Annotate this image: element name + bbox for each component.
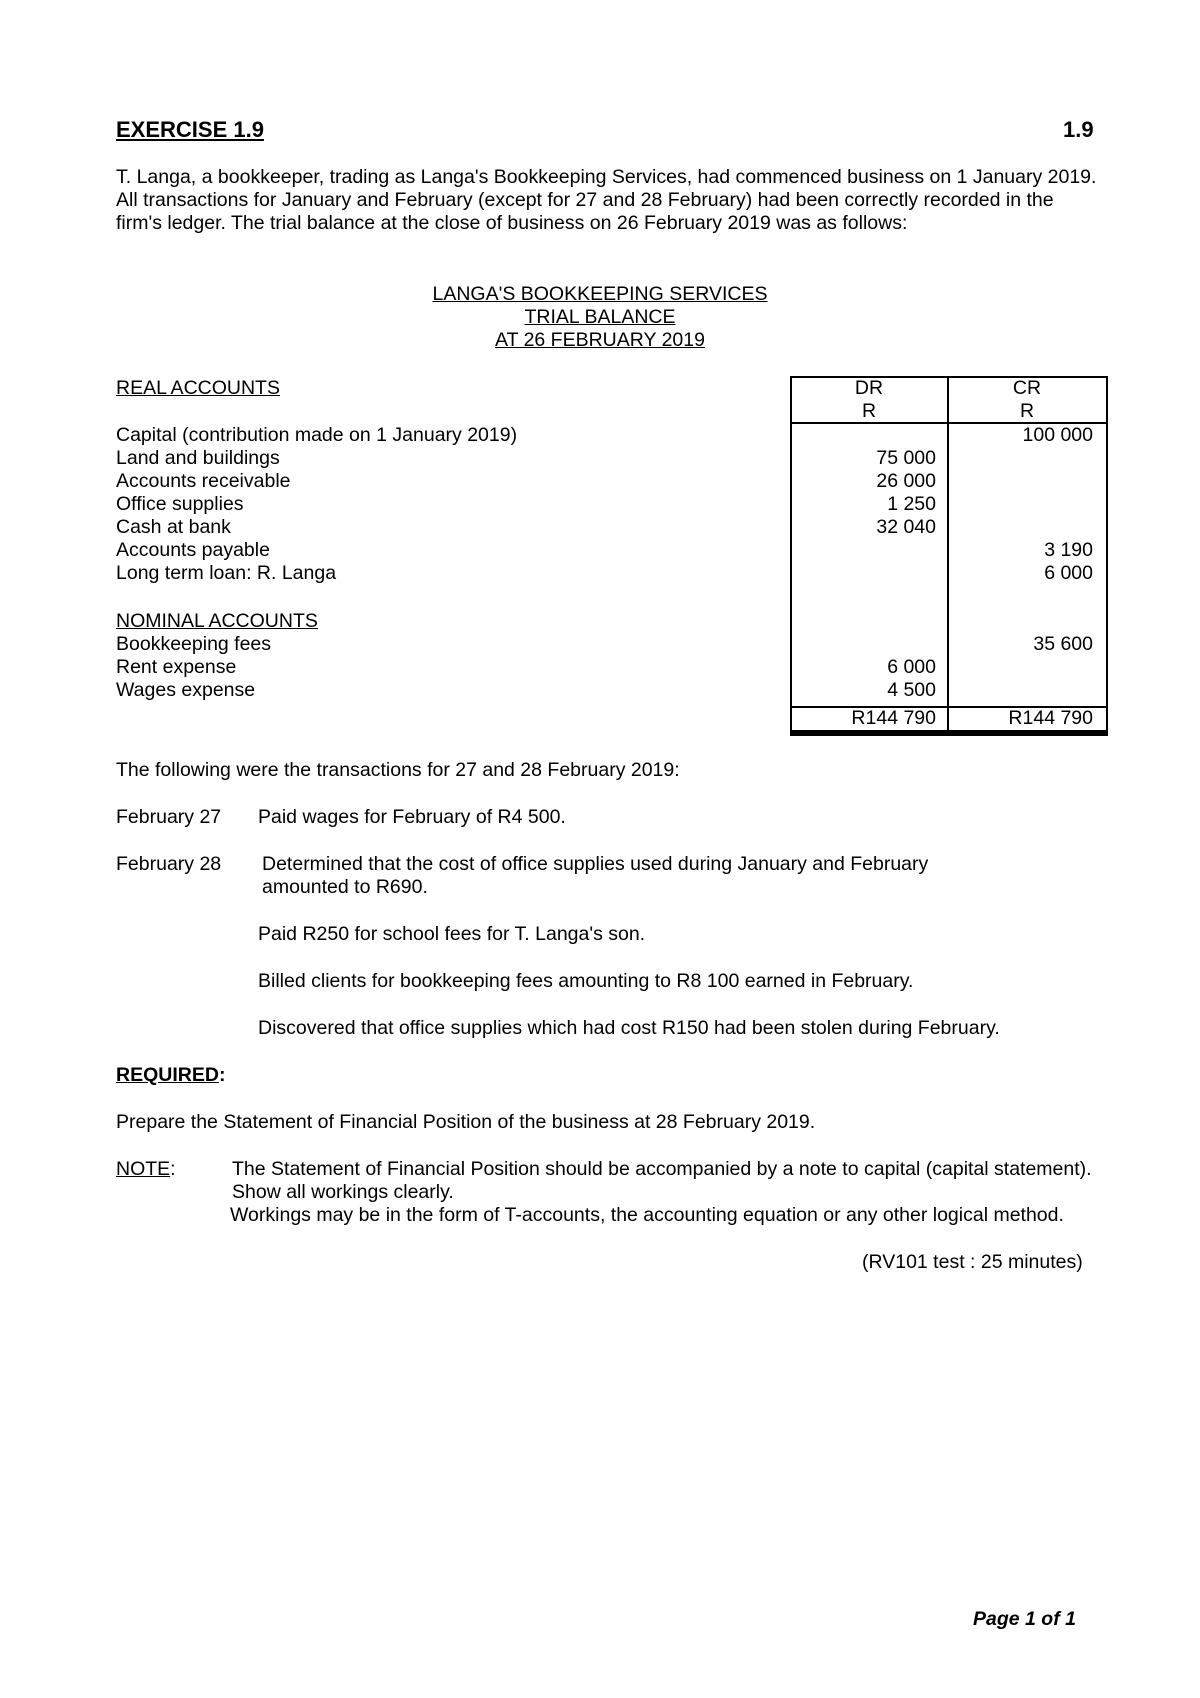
- tb-row-label: Wages expense: [116, 679, 256, 701]
- tb-unit-cr: R: [1019, 400, 1035, 422]
- tb-column-divider: [947, 376, 949, 736]
- transaction-date: February 28: [116, 853, 222, 875]
- required-heading-text: REQUIRED: [116, 1064, 219, 1086]
- required-colon: :: [218, 1064, 226, 1086]
- tb-col-dr: DR: [854, 377, 884, 399]
- transactions-intro: The following were the transactions for 27 and 28 February 2019:: [116, 759, 680, 781]
- tb-date: [0, 329, 1200, 352]
- transaction-text: Discovered that office supplies which had cost R150 had been stolen during February.: [258, 1017, 1000, 1039]
- transaction-text: Determined that the cost of office supplies used during January and February: [262, 853, 929, 875]
- tb-date-text: AT 26 FEBRUARY 2019: [495, 329, 705, 351]
- time-note: (RV101 test : 25 minutes): [862, 1251, 1083, 1273]
- required-text: Prepare the Statement of Financial Position of the business at 28 February 2019.: [116, 1111, 816, 1133]
- tb-total-cr: R144 790: [1008, 707, 1093, 729]
- note-label-text: NOTE: [116, 1158, 171, 1180]
- tb-title-text: TRIAL BALANCE: [524, 306, 676, 328]
- note-label: [116, 1158, 176, 1181]
- tb-row-cr: 3 190: [1044, 539, 1093, 561]
- real-accounts-heading: REAL ACCOUNTS: [116, 377, 280, 399]
- tb-title: [0, 306, 1200, 329]
- tb-row-dr: 32 040: [876, 516, 936, 538]
- note-line: The Statement of Financial Position should be accompanied by a note to capital (capital statement).: [232, 1158, 1092, 1180]
- transaction-text: amounted to R690.: [262, 876, 428, 898]
- tb-row-label: Land and buildings: [116, 447, 280, 469]
- note-line: Show all workings clearly.: [232, 1181, 454, 1203]
- tb-total-rule-bottom: [790, 730, 1106, 734]
- tb-row-label: Rent expense: [116, 656, 237, 678]
- nominal-accounts-heading: NOMINAL ACCOUNTS: [116, 610, 318, 632]
- tb-row-cr: 35 600: [1033, 633, 1093, 655]
- tb-row-label: Bookkeeping fees: [116, 633, 272, 655]
- tb-row-dr: 4 500: [887, 679, 936, 701]
- note-line: Workings may be in the form of T-accounts, the accounting equation or any other logical method.: [230, 1204, 1064, 1226]
- transaction-text: Paid R250 for school fees for T. Langa's son.: [258, 923, 646, 945]
- tb-row-dr: 75 000: [876, 447, 936, 469]
- tb-unit-dr: R: [861, 400, 877, 422]
- exercise-title: EXERCISE 1.9: [116, 117, 264, 142]
- tb-row-cr: 100 000: [1022, 424, 1093, 446]
- intro-paragraph: T. Langa, a bookkeeper, trading as Langa's Bookkeeping Services, had commenced business on 1 January 2019. All transactions for January and February (except for 27 and 28 February) had been correctly recorded in the firm's ledger. The trial balance at the close of business on 26 February 2019 was as follows:: [116, 166, 1097, 234]
- tb-row-dr: 26 000: [876, 470, 936, 492]
- tb-row-dr: 6 000: [887, 656, 936, 678]
- required-heading: [116, 1064, 225, 1087]
- tb-col-cr: CR: [1012, 377, 1042, 399]
- transaction-text: Billed clients for bookkeeping fees amounting to R8 100 earned in February.: [258, 970, 914, 992]
- tb-row-cr: 6 000: [1044, 562, 1093, 584]
- transaction-text: Paid wages for February of R4 500.: [258, 806, 566, 828]
- note-colon: :: [170, 1158, 176, 1180]
- tb-row-label: Long term loan: R. Langa: [116, 562, 337, 584]
- tb-row-label: Office supplies: [116, 493, 244, 515]
- tb-row-label: Accounts payable: [116, 539, 270, 561]
- tb-company-name: LANGA'S BOOKKEEPING SERVICES: [432, 283, 768, 305]
- tb-row-label: Cash at bank: [116, 516, 231, 538]
- exercise-number: 1.9: [1063, 117, 1094, 142]
- transaction-date: February 27: [116, 806, 222, 828]
- tb-row-dr: 1 250: [887, 493, 936, 515]
- page-number: Page 1 of 1: [973, 1608, 1076, 1630]
- tb-row-label: Capital (contribution made on 1 January 2019): [116, 424, 518, 446]
- tb-row-label: Accounts receivable: [116, 470, 291, 492]
- tb-total-dr: R144 790: [851, 707, 936, 729]
